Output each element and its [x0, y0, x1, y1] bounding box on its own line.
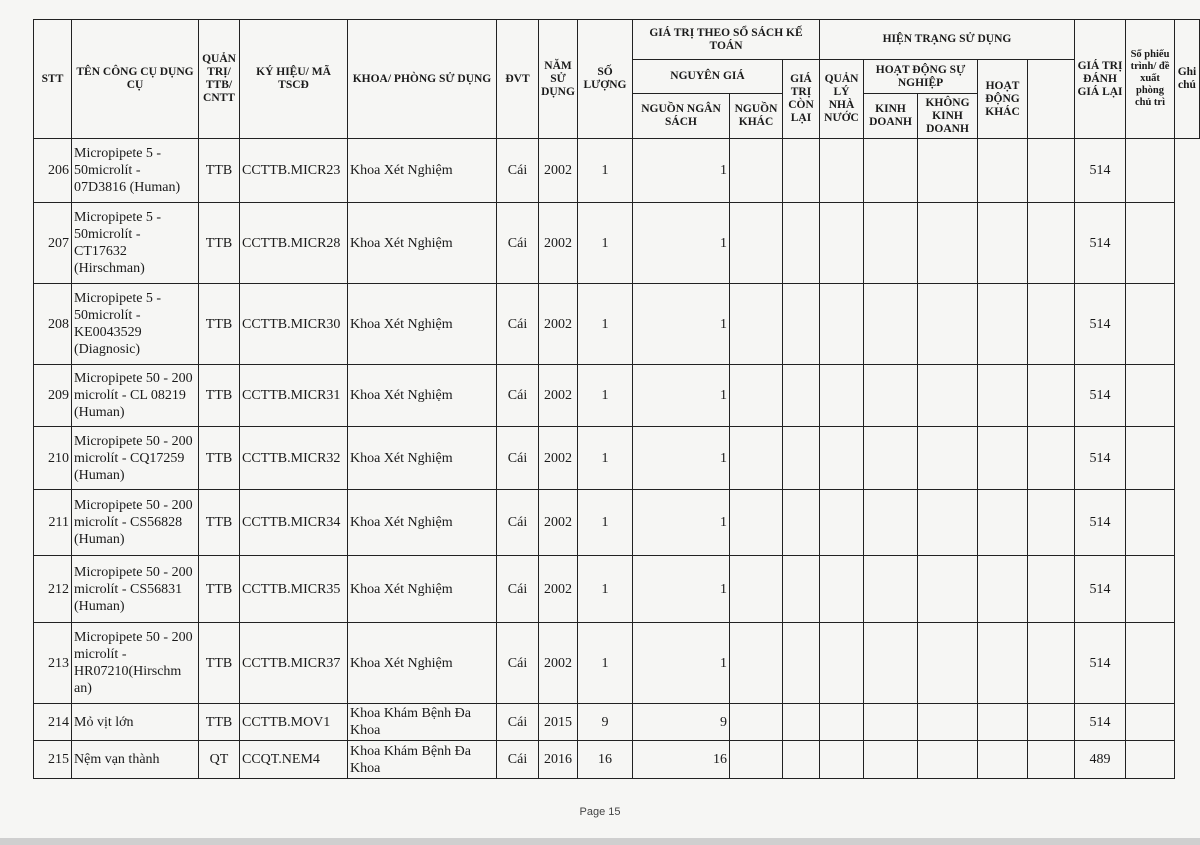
cell-year: 2002 [539, 427, 578, 490]
cell-ticket: 489 [1075, 741, 1126, 779]
cell-year: 2002 [539, 139, 578, 203]
cell-qty: 1 [578, 556, 633, 623]
cell-budget: 1 [633, 365, 730, 427]
cell-ticket: 514 [1075, 284, 1126, 365]
header-note: Ghi chú [1175, 20, 1200, 139]
cell-year: 2002 [539, 556, 578, 623]
cell-qty: 1 [578, 365, 633, 427]
cell-manage: TTB [199, 139, 240, 203]
cell-name: Micropipete 50 - 200 microlít - HR07210(Hirschm an) [72, 623, 199, 704]
cell-code: CCTTB.MICR30 [240, 284, 348, 365]
cell-stt: 213 [34, 623, 72, 704]
cell-code: CCTTB.MICR35 [240, 556, 348, 623]
header-public-service: HOẠT ĐỘNG SỰ NGHIỆP [864, 60, 978, 94]
cell-qty: 1 [578, 490, 633, 556]
header-ticket: Số phiếu trình/ đề xuất phòng chủ trì [1126, 20, 1175, 139]
cell-unit: Cái [497, 741, 539, 779]
header-remaining: GIÁ TRỊ CÒN LẠI [783, 60, 820, 139]
cell-name: Micropipete 50 - 200 microlít - CL 08219 (Human) [72, 365, 199, 427]
cell-stt: 211 [34, 490, 72, 556]
cell-manage: QT [199, 741, 240, 779]
table-row [34, 427, 1200, 490]
cell-manage: TTB [199, 490, 240, 556]
table-row [34, 365, 1200, 427]
cell-code: CCTTB.MICR31 [240, 365, 348, 427]
cell-dept: Khoa Xét Nghiệm [348, 365, 497, 427]
cell-ticket: 514 [1075, 139, 1126, 203]
cell-code: CCTTB.MICR37 [240, 623, 348, 704]
header-non-business: KHÔNG KINH DOANH [918, 94, 978, 139]
cell-ticket: 514 [1075, 203, 1126, 284]
cell-dept: Khoa Xét Nghiệm [348, 284, 497, 365]
cell-manage: TTB [199, 284, 240, 365]
table-row [34, 284, 1200, 365]
cell-budget: 1 [633, 556, 730, 623]
table-body [34, 139, 1200, 779]
header-reval: GIÁ TRỊ ĐÁNH GIÁ LẠI [1075, 20, 1126, 139]
cell-year: 2016 [539, 741, 578, 779]
cell-year: 2002 [539, 203, 578, 284]
cell-dept: Khoa Xét Nghiệm [348, 556, 497, 623]
cell-manage: TTB [199, 704, 240, 741]
table-row [34, 490, 1200, 556]
cell-qty: 16 [578, 741, 633, 779]
cell-ticket: 514 [1075, 623, 1126, 704]
table-row [34, 139, 1200, 203]
header-other-source: NGUỒN KHÁC [730, 94, 783, 139]
cell-code: CCTTB.MICR32 [240, 427, 348, 490]
asset-table [33, 19, 1200, 779]
cell-ticket: 514 [1075, 556, 1126, 623]
cell-stt: 212 [34, 556, 72, 623]
cell-manage: TTB [199, 203, 240, 284]
cell-manage: TTB [199, 365, 240, 427]
cell-manage: TTB [199, 427, 240, 490]
cell-dept: Khoa Xét Nghiệm [348, 139, 497, 203]
cell-name: Micropipete 50 - 200 microlít - CS56831 (Human) [72, 556, 199, 623]
cell-code: CCTTB.MICR23 [240, 139, 348, 203]
cell-name: Micropipete 50 - 200 microlít - CS56828 (Human) [72, 490, 199, 556]
page-number: Page 15 [579, 806, 621, 818]
cell-manage: TTB [199, 556, 240, 623]
cell-stt: 210 [34, 427, 72, 490]
cell-unit: Cái [497, 623, 539, 704]
cell-budget: 1 [633, 427, 730, 490]
cell-year: 2002 [539, 365, 578, 427]
cell-unit: Cái [497, 704, 539, 741]
header-status: HIỆN TRẠNG SỬ DỤNG [820, 20, 1075, 60]
cell-budget: 1 [633, 284, 730, 365]
cell-ticket: 514 [1075, 427, 1126, 490]
cell-year: 2002 [539, 623, 578, 704]
cell-dept: Khoa Xét Nghiệm [348, 203, 497, 284]
cell-qty: 1 [578, 139, 633, 203]
header-state-mgmt: QUẢN LÝ NHÀ NƯỚC [820, 60, 864, 139]
table-header [34, 20, 1200, 139]
table-row [34, 741, 1200, 779]
cell-dept: Khoa Xét Nghiệm [348, 623, 497, 704]
header-book-value: GIÁ TRỊ THEO SỔ SÁCH KẾ TOÁN [633, 20, 820, 60]
cell-year: 2002 [539, 284, 578, 365]
cell-unit: Cái [497, 203, 539, 284]
cell-budget: 1 [633, 623, 730, 704]
cell-budget: 1 [633, 490, 730, 556]
cell-name: Nệm vạn thành [72, 741, 199, 779]
header-manage: QUẢN TRỊ/ TTB/ CNTT [199, 20, 240, 139]
table-row [34, 556, 1200, 623]
cell-name: Micropipete 50 - 200 microlít - CQ17259 (Human) [72, 427, 199, 490]
cell-stt: 207 [34, 203, 72, 284]
cell-year: 2002 [539, 490, 578, 556]
cell-ticket: 514 [1075, 365, 1126, 427]
cell-dept: Khoa Khám Bệnh Đa Khoa [348, 704, 497, 741]
cell-qty: 9 [578, 704, 633, 741]
header-other-activity: HOẠT ĐỘNG KHÁC [978, 60, 1028, 139]
cell-budget: 1 [633, 203, 730, 284]
cell-dept: Khoa Khám Bệnh Đa Khoa [348, 741, 497, 779]
header-original-price: NGUYÊN GIÁ [633, 60, 783, 94]
header-dept: KHOA/ PHÒNG SỬ DỤNG [348, 20, 497, 139]
cell-code: CCQT.NEM4 [240, 741, 348, 779]
cell-stt: 209 [34, 365, 72, 427]
cell-ticket: 514 [1075, 704, 1126, 741]
header-code: KÝ HIỆU/ MÃ TSCĐ [240, 20, 348, 139]
cell-year: 2015 [539, 704, 578, 741]
cell-ticket: 514 [1075, 490, 1126, 556]
table-row [34, 704, 1200, 741]
cell-manage: TTB [199, 623, 240, 704]
cell-unit: Cái [497, 427, 539, 490]
cell-stt: 215 [34, 741, 72, 779]
cell-code: CCTTB.MOV1 [240, 704, 348, 741]
header-budget-source: NGUỒN NGÂN SÁCH [633, 94, 730, 139]
table-row [34, 203, 1200, 284]
cell-stt: 214 [34, 704, 72, 741]
header-name: TÊN CÔNG CỤ DỤNG CỤ [72, 20, 199, 139]
header-business: KINH DOANH [864, 94, 918, 139]
cell-unit: Cái [497, 139, 539, 203]
table-row [34, 623, 1200, 704]
cell-code: CCTTB.MICR34 [240, 490, 348, 556]
cell-name: Micropipete 5 - 50microlít - KE0043529 (Diagnosic) [72, 284, 199, 365]
cell-name: Mỏ vịt lớn [72, 704, 199, 741]
header-year: NĂM SỬ DỤNG [539, 20, 578, 139]
cell-name: Micropipete 5 - 50microlít - CT17632 (Hirschman) [72, 203, 199, 284]
cell-budget: 1 [633, 139, 730, 203]
cell-dept: Khoa Xét Nghiệm [348, 427, 497, 490]
cell-qty: 1 [578, 623, 633, 704]
header-stt: STT [34, 20, 72, 139]
cell-qty: 1 [578, 284, 633, 365]
scan-edge [0, 838, 1200, 845]
cell-code: CCTTB.MICR28 [240, 203, 348, 284]
cell-budget: 9 [633, 704, 730, 741]
header-qty: SỐ LƯỢNG [578, 20, 633, 139]
cell-unit: Cái [497, 365, 539, 427]
cell-name: Micropipete 5 - 50microlít - 07D3816 (Human) [72, 139, 199, 203]
cell-dept: Khoa Xét Nghiệm [348, 490, 497, 556]
cell-qty: 1 [578, 203, 633, 284]
cell-unit: Cái [497, 556, 539, 623]
header-unit: ĐVT [497, 20, 539, 139]
cell-budget: 16 [633, 741, 730, 779]
cell-qty: 1 [578, 427, 633, 490]
cell-stt: 208 [34, 284, 72, 365]
cell-stt: 206 [34, 139, 72, 203]
cell-unit: Cái [497, 490, 539, 556]
cell-unit: Cái [497, 284, 539, 365]
